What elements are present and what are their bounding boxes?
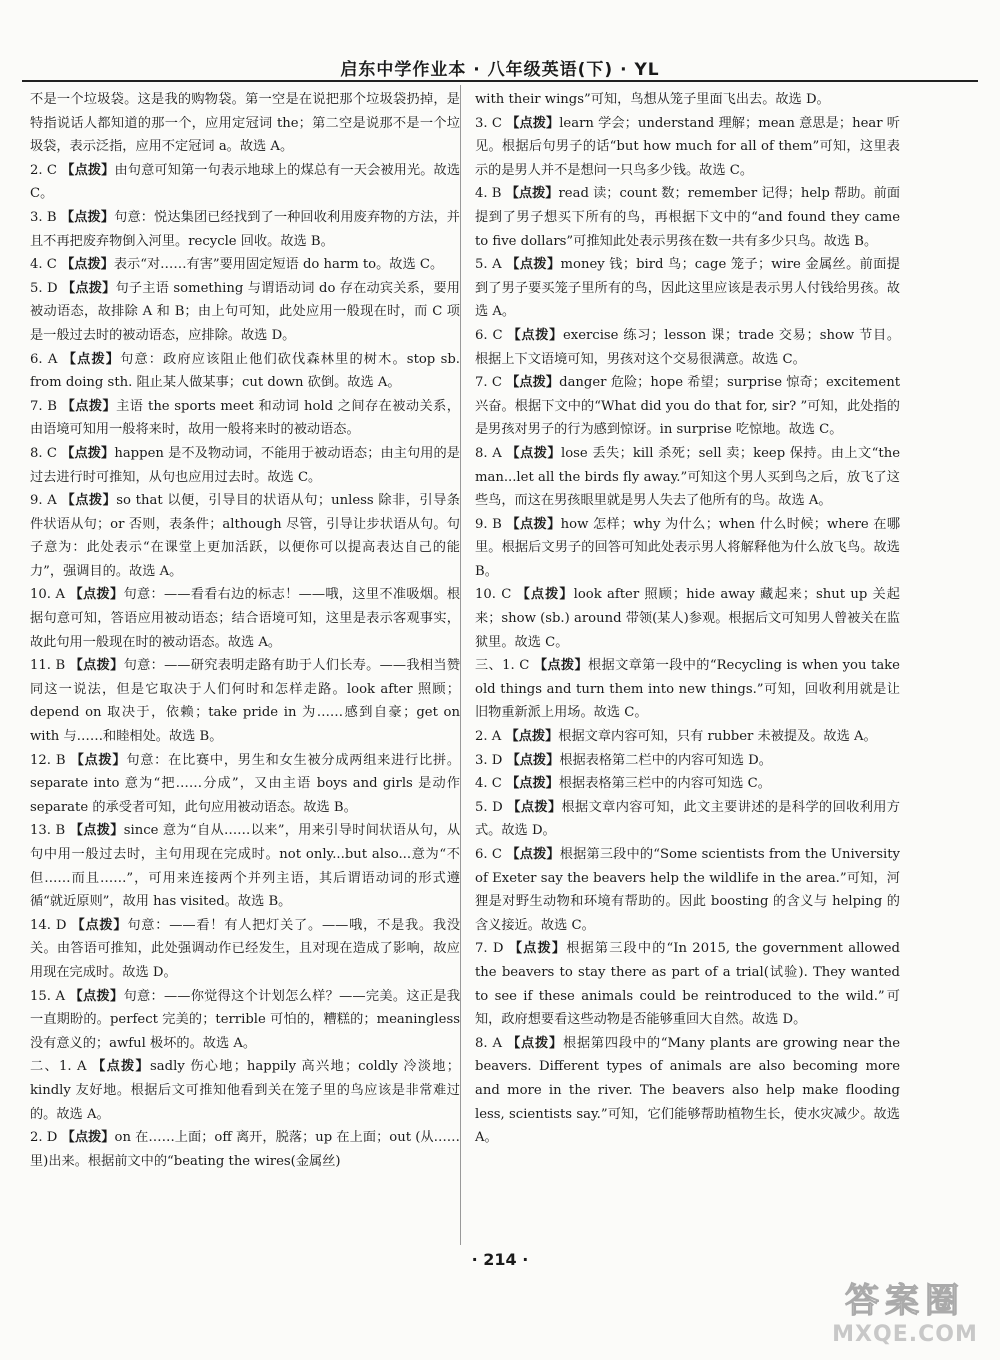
hint-tag: 【点拨】 bbox=[506, 445, 561, 461]
answer-text: 主语 the sports meet 和动词 hold 之间存在被动关系，由语境可知用一般将来时，故用一般将来时的被动语态。 bbox=[30, 398, 460, 438]
answer-number: 9. B bbox=[475, 516, 502, 532]
answer-text: 根据表格第三栏中的内容可知选 C。 bbox=[558, 776, 771, 792]
hint-tag: 【点拨】 bbox=[506, 847, 560, 862]
answer-text: 句意：政府应该阻止他们砍伐森林里的树木。stop sb. from doing sth. 阻止某人做某事；cut down 砍倒。故选 A。 bbox=[30, 351, 460, 391]
answer-text: look after 照顾；hide away 藏起来；shut up 关起来；show (sb.) around 带领(某人)参观。根据后文可知男人曾被关在监狱里。故选 C。 bbox=[475, 587, 900, 650]
header-rule bbox=[22, 80, 978, 82]
answer-text: on 在……上面；off 离开，脱落；up 在上面；out (从……里)出来。根据前文中的“beating the wires(金属丝) bbox=[30, 1130, 460, 1169]
answer-item bbox=[475, 583, 900, 654]
hint-tag: 【点拨】 bbox=[506, 375, 560, 391]
answer-item bbox=[30, 914, 460, 985]
answer-number: 5. D bbox=[30, 280, 58, 296]
left-column bbox=[30, 88, 460, 1173]
answer-item bbox=[475, 654, 900, 725]
answer-text: 不是一个垃圾袋。这是我的购物袋。第一空是在说把那个垃圾袋扔掉，是特指说话人都知道的那一个，应用定冠词 the；第二空是说那不是一个垃圾袋，表示泛指，应用不定冠词 a。故选 A。 bbox=[30, 92, 460, 155]
answer-number: 2. C bbox=[30, 162, 57, 178]
answer-number: 4. B bbox=[475, 186, 502, 202]
hint-tag: 【点拨】 bbox=[61, 398, 117, 414]
answer-text: since 意为“自从……以来”，用来引导时间状语从句，从句中用一般过去时，主句用现在完成时。not only...but also...意为“不但……而且……”，可用来连接两个并列主语，其后谓语动词的形式遵循“就近原则”，故用 has visited。故选 B。 bbox=[30, 823, 461, 910]
answer-item bbox=[30, 395, 460, 442]
answer-item bbox=[475, 749, 900, 773]
answer-item bbox=[475, 88, 900, 112]
hint-tag: 【点拨】 bbox=[507, 327, 563, 343]
hint-tag: 【点拨】 bbox=[505, 186, 559, 202]
answer-text: 根据文章内容可知，只有 rubber 未被提及。故选 A。 bbox=[558, 729, 877, 745]
answer-number: 11. B bbox=[30, 658, 66, 674]
answer-number: 7. D bbox=[475, 941, 504, 957]
hint-tag: 【点拨】 bbox=[506, 752, 560, 768]
answer-text: 句意：——看看右边的标志！——哦，这里不准吸烟。根据句意可知，答语应用被动语态；结合语境可知，这里是表示客观事实，故此句用一般现在时的被动语态。故选 A。 bbox=[30, 587, 461, 650]
answer-number: 2. A bbox=[475, 729, 502, 745]
answer-number: 3. D bbox=[475, 752, 503, 768]
answer-item bbox=[475, 182, 900, 253]
answer-text: so that 以便，引导目的状语从句；unless 除非，引导条件状语从句；or 否则，表条件；although 尽管，引导让步状语从句。句子意为：此处表示“在课堂上更加活跃，以便你可以提高表达自己的能力”，强调目的。故选 A。 bbox=[30, 493, 460, 579]
answer-item bbox=[30, 253, 460, 277]
answer-item bbox=[475, 772, 900, 796]
answer-number: 6. C bbox=[475, 327, 503, 343]
answer-text: 由句意可知第一句表示地球上的煤总有一天会被用光。故选 C。 bbox=[30, 162, 461, 202]
hint-tag: 【点拨】 bbox=[508, 941, 567, 957]
answer-number: 9. A bbox=[30, 493, 57, 509]
answer-number: 3. C bbox=[475, 115, 502, 131]
hint-tag: 【点拨】 bbox=[507, 799, 562, 815]
answer-text: with their wings”可知，鸟想从笼子里面飞出去。故选 D。 bbox=[475, 92, 830, 107]
hint-tag: 【点拨】 bbox=[505, 729, 559, 745]
answer-item bbox=[30, 1126, 460, 1173]
answer-number: 6. A bbox=[30, 351, 58, 367]
answer-text: 根据文章内容可知，此文主要讲述的是科学的回收利用方式。故选 D。 bbox=[475, 799, 900, 839]
answer-text: 句意：在比赛中，男生和女生被分成两组来进行比拼。separate into 意为“把……分成”，又由主语 boys and girls 是动作 separate 的承受者可知，此句应用被动语态。故选 B。 bbox=[30, 752, 461, 815]
answer-number: 三、1. C bbox=[475, 658, 530, 674]
hint-tag: 【点拨】 bbox=[70, 752, 127, 768]
answer-number: 15. A bbox=[30, 988, 65, 1004]
answer-number: 10. A bbox=[30, 587, 65, 603]
answer-item bbox=[475, 442, 900, 513]
answer-item bbox=[30, 277, 460, 348]
column-divider bbox=[460, 85, 461, 1245]
answer-item bbox=[30, 654, 460, 748]
hint-tag: 【点拨】 bbox=[69, 988, 124, 1004]
answer-item bbox=[30, 819, 460, 913]
answer-item bbox=[475, 843, 900, 937]
answer-item bbox=[30, 1055, 460, 1126]
hint-tag: 【点拨】 bbox=[506, 115, 560, 131]
answer-number: 4. C bbox=[30, 257, 57, 273]
answer-text: 根据第三段中的“Some scientists from the University of Exeter say the beavers help the wildlife in the area.”可知，河狸是对野生动物和环境有帮助的。因此 boosting 的含义与 helping 的含义接近。故选 C。 bbox=[475, 847, 900, 933]
answer-item bbox=[475, 371, 900, 442]
answer-number: 3. B bbox=[30, 209, 57, 225]
answer-item bbox=[30, 348, 460, 395]
right-column bbox=[475, 88, 900, 1150]
hint-tag: 【点拨】 bbox=[61, 162, 115, 178]
hint-tag: 【点拨】 bbox=[62, 351, 121, 367]
answer-number: 5. A bbox=[475, 257, 502, 273]
hint-tag: 【点拨】 bbox=[92, 1059, 151, 1075]
hint-tag: 【点拨】 bbox=[516, 587, 574, 603]
answer-item bbox=[475, 796, 900, 843]
hint-tag: 【点拨】 bbox=[61, 1130, 115, 1146]
answer-number: 8. A bbox=[475, 445, 502, 461]
answer-item bbox=[30, 206, 460, 253]
hint-tag: 【点拨】 bbox=[61, 280, 116, 296]
answer-item bbox=[475, 725, 900, 749]
answer-number: 二、1. A bbox=[30, 1059, 87, 1075]
answer-text: 根据第四段中的“Many plants are growing near the beavers. Different types of animals are also becoming more and more in the river. The beavers also help make flooding less, scientists say.”可知，它们能够帮助植物生长，使水灾减少。故选 A。 bbox=[475, 1035, 900, 1146]
hint-tag: 【点拨】 bbox=[60, 209, 115, 225]
answer-text: 根据表格第二栏中的内容可知选 D。 bbox=[559, 752, 772, 768]
hint-tag: 【点拨】 bbox=[61, 257, 114, 273]
answer-item bbox=[30, 88, 460, 159]
answer-text: read 读；count 数；remember 记得；help 帮助。前面提到了男子想买下所有的鸟，再根据下文中的“and found they came to five dollars”可推知此处表示男孩在数一共有多少只鸟。故选 B。 bbox=[475, 186, 901, 249]
watermark-url: MXQE.COM bbox=[832, 1322, 978, 1347]
answer-item bbox=[30, 985, 460, 1056]
answer-item bbox=[475, 937, 900, 1031]
hint-tag: 【点拨】 bbox=[71, 917, 128, 933]
answer-number: 2. D bbox=[30, 1130, 58, 1146]
answer-text: 根据第三段中的“In 2015, the government allowed the beavers to stay there as part of a trial(试验). They wanted to see if these animals could be reintroduced to the wild.”可知，政府想要看这些动物是否能够重回大自然。故选 D。 bbox=[475, 941, 900, 1028]
answer-text: danger 危险；hope 希望；surprise 惊奇；excitement 兴奋。根据下文中的“What did you do that for, sir? ”可知，此处指的是男孩对男子的行为感到惊讶。in surprise 吃惊地。故选 C。 bbox=[475, 375, 900, 438]
answer-item bbox=[475, 253, 900, 324]
answer-number: 5. D bbox=[475, 799, 503, 815]
answer-text: 句意：悦达集团已经找到了一种回收利用废弃物的方法，并且不再把废弃物倒入河里。recycle 回收。故选 B。 bbox=[30, 209, 460, 249]
hint-tag: 【点拨】 bbox=[533, 658, 588, 674]
hint-tag: 【点拨】 bbox=[506, 516, 561, 532]
answer-item bbox=[475, 1032, 900, 1150]
answer-number: 8. A bbox=[475, 1035, 503, 1051]
answer-item bbox=[30, 583, 460, 654]
answer-number: 12. B bbox=[30, 752, 66, 768]
answer-number: 4. C bbox=[475, 776, 502, 792]
answer-text: money 钱；bird 鸟；cage 笼子；wire 金属丝。前面提到了男子要买笼子里所有的鸟，因此这里应该是表示男人付钱给男孩。故选 A。 bbox=[475, 257, 900, 320]
answer-number: 8. C bbox=[30, 445, 57, 461]
answer-text: sadly 伤心地；happily 高兴地；coldly 冷淡地；kindly 友好地。根据后文可推知他看到关在笼子里的鸟应该是非常难过的。故选 A。 bbox=[30, 1059, 460, 1122]
watermark-text: 答案圈 bbox=[845, 1281, 965, 1321]
answer-text: 句意：——研究表明走路有助于人们长寿。——我相当赞同这一说法，但是它取决于人们何时和怎样走路。look after 照顾；depend on 取决于，依赖；take pride in 为……感到自豪；get on with 与……和睦相处。故选 B。 bbox=[30, 658, 461, 745]
answer-text: 句子主语 something 与谓语动词 do 存在动宾关系，要用被动语态，故排除 A 和 B；由上句可知，此处应用一般现在时，而 C 项是一般过去时的被动语态，应排除。故选 D。 bbox=[30, 280, 460, 343]
hint-tag: 【点拨】 bbox=[69, 658, 124, 674]
watermark-logo bbox=[820, 1280, 990, 1356]
hint-tag: 【点拨】 bbox=[61, 493, 117, 509]
hint-tag: 【点拨】 bbox=[61, 445, 115, 461]
page-number: · 214 · bbox=[471, 1250, 529, 1269]
answer-item bbox=[475, 112, 900, 183]
answer-number: 7. C bbox=[475, 375, 502, 391]
answer-text: 句意：——你觉得这个计划怎么样？——完美。这正是我一直期盼的。perfect 完美的；terrible 可怕的，糟糕的；meaningless 没有意义的；awful 极坏的。故选 A。 bbox=[30, 988, 461, 1051]
answer-text: learn 学会；understand 理解；mean 意思是；hear 听见。根据后句男子的话“but how much for all of them”可知，这里表示的是男人并不是想问一只鸟多少钱。故选 C。 bbox=[475, 115, 900, 178]
hint-tag: 【点拨】 bbox=[69, 587, 124, 603]
answer-item bbox=[30, 159, 460, 206]
answer-number: 10. C bbox=[475, 587, 512, 603]
answer-item bbox=[30, 489, 460, 583]
answer-text: 句意：——看！有人把灯关了。——哦，不是我。我没关。由答语可推知，此处强调动作已经发生，且对现在造成了影响，故应用现在完成时。故选 D。 bbox=[30, 917, 461, 980]
answer-number: 14. D bbox=[30, 917, 67, 933]
hint-tag: 【点拨】 bbox=[506, 257, 561, 273]
hint-tag: 【点拨】 bbox=[506, 776, 559, 792]
answer-text: happen 是不及物动词，不能用于被动语态；由主句用的是过去进行时可推知，从句也应用过去时。故选 C。 bbox=[30, 445, 460, 485]
answer-text: 根据文章第一段中的“Recycling is when you take old things and turn them into new things.”可知，回收利用就是让旧物重新派上用场。故选 C。 bbox=[475, 658, 900, 721]
answer-item bbox=[30, 749, 460, 820]
hint-tag: 【点拨】 bbox=[507, 1035, 563, 1051]
answer-item bbox=[475, 513, 900, 584]
page-header: 启东中学作业本 · 八年级英语(下) · YL bbox=[340, 60, 660, 80]
answer-text: exercise 练习；lesson 课；trade 交易；show 节目。根据上下文语境可知，男孩对这个交易很满意。故选 C。 bbox=[475, 327, 901, 367]
hint-tag: 【点拨】 bbox=[69, 823, 124, 839]
answer-number: 6. C bbox=[475, 847, 503, 862]
answer-item bbox=[475, 324, 900, 371]
answer-number: 13. B bbox=[30, 823, 66, 839]
answer-text: how 怎样；why 为什么；when 什么时候；where 在哪里。根据后文男子的回答可知此处表示男人将解释他为什么放飞鸟。故选 B。 bbox=[475, 516, 901, 579]
answer-text: 表示“对……有害”要用固定短语 do harm to。故选 C。 bbox=[113, 257, 444, 273]
answer-text: lose 丢失；kill 杀死；sell 卖；keep 保持。由上文“the man...let all the birds fly away.”可知这个男人买到鸟之后，放飞了这些鸟，而这在男孩眼里就是男人失去了他所有的鸟。故选 A。 bbox=[475, 445, 900, 509]
answer-number: 7. B bbox=[30, 398, 57, 414]
answer-item bbox=[30, 442, 460, 489]
